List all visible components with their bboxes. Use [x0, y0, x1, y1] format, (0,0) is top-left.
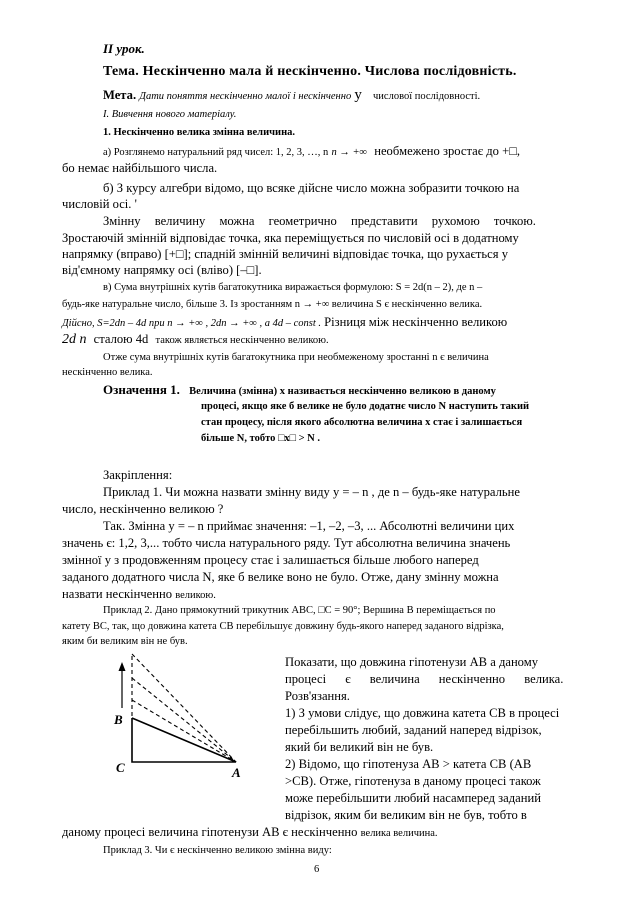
para-a-tail: необмежено зростає до +□,: [374, 144, 520, 158]
example-1-line-6: заданого додатного числа N, яке б велике воно не було. Отже, дану змінну можна: [62, 570, 499, 584]
section-heading: I. Вивчення нового матеріалу.: [103, 109, 237, 120]
right-col-line-9: може перебільшити любий насамперед заданий: [285, 791, 541, 805]
example-1-line-1: Приклад 1. Чи можна назвати змінну виду y = – n , де n – будь-яке натуральне: [103, 485, 520, 499]
example-1-line-2: число, нескінченно великою ?: [62, 502, 224, 516]
para-a-line-1: [103, 143, 520, 161]
figure-dashed-hypotenuse-3: [132, 700, 236, 762]
conclusion-line: [62, 824, 438, 842]
goal-label: Мета.: [103, 88, 137, 102]
para-a-limit: n → +∞: [331, 147, 368, 158]
right-col-line-4: 1) З умови слідує, що довжина катета CB в процесі: [285, 706, 560, 720]
right-col-line-3: Розв'язання.: [285, 689, 350, 703]
example-1-line-7: [62, 586, 216, 604]
para-v-line-5: Отже сума внутрішніх кутів багатокутника при необмеженому зростанні n є величина: [103, 352, 489, 363]
para-b-line-2: числовій осі. ': [62, 197, 137, 211]
topic-title: Тема. Нескінченно мала й нескінченно. Числова послідовність.: [103, 64, 517, 79]
para-v-line-1: в) Сума внутрішніх кутів багатокутника виражається формулою: S = 2d(n – 2), де n –: [103, 282, 483, 293]
conclusion-text: даному процесі величина гіпотенузи AB є нескінченно: [62, 825, 358, 839]
para-v-const: сталою 4d: [93, 332, 149, 346]
definition-line-1: [103, 382, 496, 400]
example-1-line-5: змінної y з продовженням процесу стає і залишається більше любого наперед: [62, 553, 479, 567]
para-v-text: Різниця між нескінченно великою: [324, 315, 508, 329]
goal-tail: числової послідовності.: [373, 91, 481, 102]
figure-label-b: B: [114, 712, 123, 727]
figure-arrow-head: [119, 662, 126, 671]
right-col-line-2: процесі є величина нескінченно велика.: [285, 672, 564, 686]
example-1-line-3: Так. Змінна y = – n приймає значення: –1, –2, –3, ... Абсолютні величини цих: [103, 519, 515, 533]
example-3-line: Приклад 3. Чи є нескінченно великою змінна виду:: [103, 845, 332, 856]
para-v-tail: також являється нескінченно великою.: [155, 335, 329, 346]
page-number: 6: [314, 864, 320, 875]
para-a-text: а) Розглянемо натуральний ряд чисел: 1, 2, 3, …, n: [103, 147, 329, 158]
goal-line: [103, 87, 480, 105]
para-c-line-1: [103, 213, 608, 229]
para-v-formula: Дійсно, S=2dn – 4d при n → +∞ , 2dn → +∞ , а 4d – const .: [62, 318, 321, 329]
goal-text: Дати поняття нескінченно малої і нескінченно: [139, 91, 352, 102]
right-col-line-5: перебільшить любий, заданий наперед відрізок,: [285, 723, 542, 737]
definition-label: Означення 1.: [103, 382, 180, 397]
practice-heading: Закріплення:: [103, 468, 173, 482]
right-col-line-8: >CB). Отже, гіпотенуза в даному процесі також: [285, 774, 541, 788]
goal-y: у: [354, 87, 362, 103]
para-a-line-2: бо немає найбільшого числа.: [62, 161, 218, 175]
right-col-line-10: відрізок, яким би великим він не був, тобто в: [285, 808, 527, 822]
para-c-line-3: напрямку (вправо) [+□]; спадній змінній величині відповідає точка, що рухається у: [62, 247, 509, 261]
definition-text-1: Величина (змінна) x називається нескінченно великою в даному: [189, 386, 496, 397]
triangle-figure: [100, 638, 260, 788]
example-2-line-3: яким би великим він не був.: [62, 636, 188, 647]
example-2-line-1: Приклад 2. Дано прямокутний трикутник ABC, □C = 90°; Вершина B переміщається по: [103, 605, 496, 616]
para-c-line-4: від'ємному напрямку осі (вліво) [–□].: [62, 263, 262, 277]
example-2-line-2: катету BC, так, що довжина катета CB перебільшує довжину будь-якого наперед заданого відрізка,: [62, 621, 504, 632]
para-v-2dn: 2d n: [62, 332, 87, 347]
figure-dashed-hypotenuse-2: [132, 678, 236, 762]
para-v-line-2: будь-яке натуральне число, більше 3. Із зростанням n → +∞ величина S є нескінченно велика.: [62, 299, 483, 310]
para-b-line-1: б) З курсу алгебри відомо, що всяке дійсне число можна зобразити точкою на: [103, 181, 520, 195]
section-1-title: 1. Нескінченно велика змінна величина.: [103, 127, 296, 138]
right-col-line-1: Показати, що довжина гіпотенузи AB а даному: [285, 655, 539, 669]
definition-line-3: стан процесу, після якого абсолютна величина x стає і залишається: [201, 417, 523, 428]
example-1-text: назвати нескінченно: [62, 587, 173, 601]
lesson-number: II урок.: [103, 41, 145, 56]
example-1-tail: великою.: [175, 590, 216, 601]
figure-triangle: [132, 718, 236, 762]
para-c-text-1: Змінну величину можна геометрично представити рухомою точкою.: [103, 214, 536, 228]
para-c-line-2: Зростаючій змінній відповідає точка, яка переміщується по числовій осі в додатному: [62, 231, 519, 245]
para-v-line-4: [62, 331, 329, 349]
para-v-line-6: нескінченно велика.: [62, 367, 153, 378]
para-v-line-3: [62, 314, 507, 332]
definition-line-4: більше N, тобто □x□ > N .: [201, 433, 321, 444]
figure-label-a: A: [232, 765, 241, 780]
definition-line-2: процесі, якщо яке б велике не було додатнє число N наступить такий: [201, 401, 530, 412]
example-1-line-4: значень є: 1,2, 3,... тобто числа натурального ряду. Тут абсолютна величина значень: [62, 536, 511, 550]
right-col-line-7: 2) Відомо, що гіпотенуза AB > катета CB (AB: [285, 757, 532, 771]
right-col-line-6: який би великий він не був.: [285, 740, 434, 754]
figure-label-c: C: [116, 760, 125, 775]
conclusion-tail: велика величина.: [360, 828, 438, 839]
figure-dashed-hypotenuse-1: [132, 654, 236, 762]
